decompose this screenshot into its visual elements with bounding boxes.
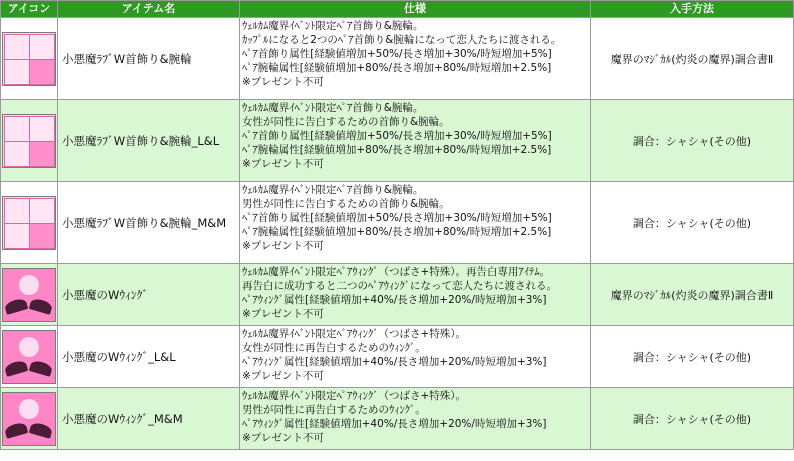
acquisition-method: 調合：シャシャ(その他) — [591, 100, 794, 182]
table-row — [1, 100, 794, 182]
necklace-bracelet-icon — [2, 114, 56, 168]
spec-line: ﾍﾟｱ首飾り属性[経験値増加+50%/長さ増加+30%/時短増加+5%] — [242, 212, 552, 224]
table-row — [1, 182, 794, 264]
acquisition-method: 魔界のﾏｼﾞｶﾙ(灼炎の魔界)調合書Ⅱ — [591, 18, 794, 100]
spec-line: ｳｪﾙｶﾑ魔界ｲﾍﾞﾝﾄ限定ﾍﾟｱ首飾り&腕輪。 — [242, 20, 424, 32]
spec-line: ｳｪﾙｶﾑ魔界ｲﾍﾞﾝﾄ限定ﾍﾟｱｳｨﾝｸﾞ（つばさ+特殊）。 — [242, 390, 467, 402]
spec-line: ﾍﾟｱ首飾り属性[経験値増加+50%/長さ増加+30%/時短増加+5%] — [242, 48, 552, 60]
table-row — [1, 388, 794, 450]
spec-line: 女性が同性に再告白するためのｳｨﾝｸﾞ。 — [242, 342, 426, 354]
item-name: 小悪魔のWｳｨﾝｸﾞ — [58, 264, 240, 326]
item-name: 小悪魔のWｳｨﾝｸﾞ_L&L — [58, 326, 240, 388]
icon-cell — [1, 100, 58, 182]
wing-icon — [2, 392, 56, 446]
table-row — [1, 18, 794, 100]
item-spec — [240, 100, 591, 182]
acquisition-method: 調合：シャシャ(その他) — [591, 326, 794, 388]
spec-line: ﾍﾟｱｳｨﾝｸﾞ属性[経験値増加+40%/長さ増加+20%/時短増加+3%] — [242, 418, 547, 430]
spec-line: ﾍﾟｱ首飾り属性[経験値増加+50%/長さ増加+30%/時短増加+5%] — [242, 130, 552, 142]
table-row — [1, 326, 794, 388]
spec-line: ﾍﾟｱｳｨﾝｸﾞ属性[経験値増加+40%/長さ増加+20%/時短増加+3%] — [242, 356, 547, 368]
spec-line: ｳｪﾙｶﾑ魔界ｲﾍﾞﾝﾄ限定ﾍﾟｱｳｨﾝｸﾞ（つばさ+特殊）。 — [242, 328, 467, 340]
spec-line: ※プレゼント不可 — [242, 158, 324, 170]
header-spec: 仕様 — [240, 1, 591, 18]
spec-line: ※プレゼント不可 — [242, 432, 324, 444]
icon-cell — [1, 18, 58, 100]
spec-line: 再告白に成功すると二つのﾍﾟｱｳｨﾝｸﾞになって恋人たちに渡される。 — [242, 280, 557, 292]
wing-icon — [2, 268, 56, 322]
table-header-row — [1, 1, 794, 18]
spec-line: ｳｪﾙｶﾑ魔界ｲﾍﾞﾝﾄ限定ﾍﾟｱ首飾り&腕輪。 — [242, 102, 424, 114]
icon-cell — [1, 182, 58, 264]
acquisition-method: 魔界のﾏｼﾞｶﾙ(灼炎の魔界)調合書Ⅱ — [591, 264, 794, 326]
spec-line: ｳｪﾙｶﾑ魔界ｲﾍﾞﾝﾄ限定ﾍﾟｱｳｨﾝｸﾞ（つばさ+特殊）。再告白専用ｱｲﾃﾑ。 — [242, 266, 551, 278]
item-spec — [240, 388, 591, 450]
spec-line: ﾍﾟｱ腕輪属性[経験値増加+80%/長さ増加+80%/時短増加+2.5%] — [242, 62, 552, 74]
acquisition-method: 調合：シャシャ(その他) — [591, 388, 794, 450]
item-spec — [240, 326, 591, 388]
icon-cell — [1, 264, 58, 326]
spec-line: 男性が同性に再告白するためのｳｨﾝｸﾞ。 — [242, 404, 426, 416]
header-icon: アイコン — [1, 1, 58, 18]
spec-line: 男性が同性に告白するための首飾り&腕輪。 — [242, 198, 450, 210]
spec-line: ﾍﾟｱ腕輪属性[経験値増加+80%/長さ増加+80%/時短増加+2.5%] — [242, 144, 552, 156]
spec-line: ﾍﾟｱ腕輪属性[経験値増加+80%/長さ増加+80%/時短増加+2.5%] — [242, 226, 552, 238]
necklace-bracelet-icon — [2, 32, 56, 86]
acquisition-method: 調合：シャシャ(その他) — [591, 182, 794, 264]
spec-line: 女性が同性に告白するための首飾り&腕輪。 — [242, 116, 450, 128]
necklace-bracelet-icon — [2, 196, 56, 250]
spec-line: ｶｯﾌﾟﾙになると2つのﾍﾟｱ首飾り&腕輪になって恋人たちに渡される。 — [242, 34, 562, 46]
icon-cell — [1, 388, 58, 450]
item-name: 小悪魔ﾗﾌﾞW首飾り&腕輪_M&M — [58, 182, 240, 264]
spec-line: ﾍﾟｱｳｨﾝｸﾞ属性[経験値増加+40%/長さ増加+20%/時短増加+3%] — [242, 294, 547, 306]
item-name: 小悪魔ﾗﾌﾞW首飾り&腕輪_L&L — [58, 100, 240, 182]
icon-cell — [1, 326, 58, 388]
spec-line: ※プレゼント不可 — [242, 240, 324, 252]
spec-line: ※プレゼント不可 — [242, 370, 324, 382]
header-method: 入手方法 — [591, 1, 794, 18]
item-spec — [240, 182, 591, 264]
item-spec — [240, 264, 591, 326]
spec-line: ※プレゼント不可 — [242, 76, 324, 88]
item-name: 小悪魔ﾗﾌﾞW首飾り&腕輪 — [58, 18, 240, 100]
item-spec — [240, 18, 591, 100]
spec-line: ※プレゼント不可 — [242, 308, 324, 320]
spec-line: ｳｪﾙｶﾑ魔界ｲﾍﾞﾝﾄ限定ﾍﾟｱ首飾り&腕輪。 — [242, 184, 424, 196]
wing-icon — [2, 330, 56, 384]
table-row — [1, 264, 794, 326]
header-item-name: アイテム名 — [58, 1, 240, 18]
item-name: 小悪魔のWｳｨﾝｸﾞ_M&M — [58, 388, 240, 450]
